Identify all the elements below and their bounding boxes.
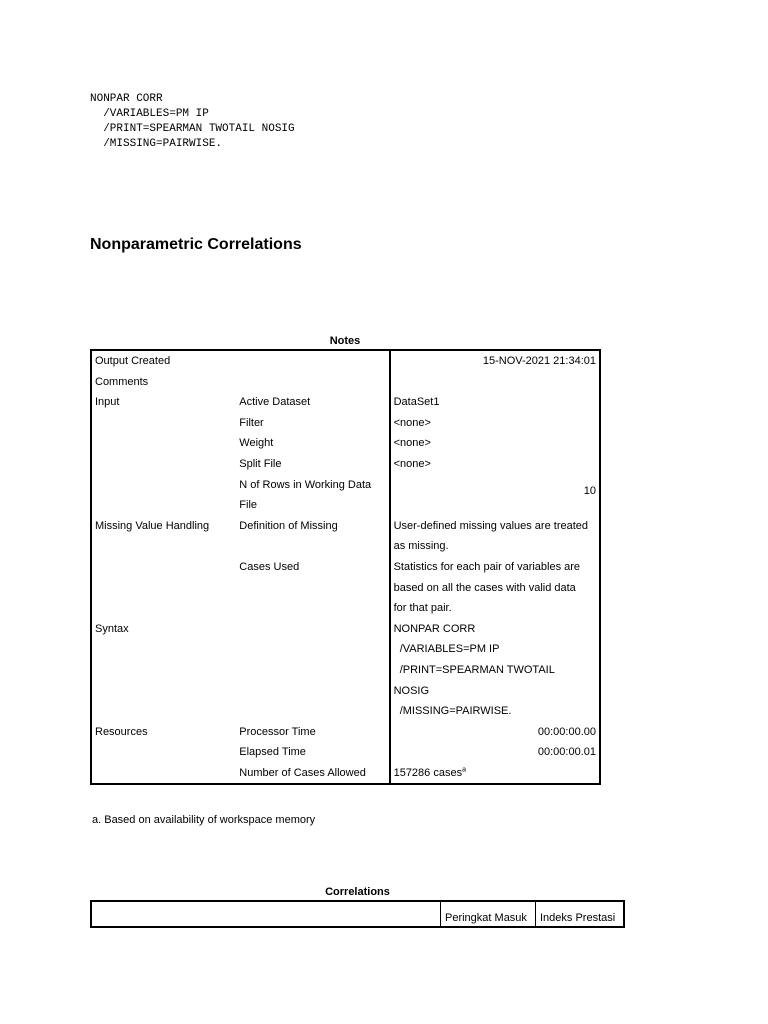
sublabel-n-rows-line1: N of Rows in Working Data [236,475,389,496]
table-row [91,350,600,372]
table-row [91,722,600,743]
syntax-line4: NOSIG [393,684,430,697]
table-row [91,372,600,393]
processor-time-value: 00:00:00.00 [537,725,596,738]
weight-value: <none> [393,437,431,450]
section-heading: Nonparametric Correlations [90,236,302,253]
table-row [91,763,600,785]
table-row [91,660,600,681]
correlations-table [90,900,625,928]
table-row [91,392,600,413]
table-footnote: a. Based on availability of workspace memory [92,814,316,826]
cases-used-value-line3: for that pair. [393,602,452,615]
sublabel-processor-time: Processor Time [236,722,389,743]
table-row [91,701,600,722]
sublabel-n-rows-line2: File [236,495,389,516]
sublabel-definition: Definition of Missing [236,516,389,537]
row-label-input: Input [95,396,120,409]
table-row [91,639,600,660]
syntax-line2: /VARIABLES=PM IP [393,643,500,656]
footnote-marker: a [462,766,466,774]
syntax-line5: /MISSING=PAIRWISE. [393,705,512,718]
filter-value: <none> [393,416,431,429]
table-header-row [91,901,624,927]
definition-value-line2: as missing. [393,540,449,553]
table-row [91,433,600,454]
cases-used-value-line2: based on all the cases with valid data [393,581,576,594]
column-header-peringkat-masuk: Peringkat Masuk [441,901,536,927]
notes-table [90,349,601,785]
sublabel-weight: Weight [236,433,389,454]
syntax-line3: /PRINT=SPEARMAN TWOTAIL [393,663,555,676]
table-row [91,454,600,475]
sublabel-active-dataset: Active Dataset [236,392,389,413]
output-created-value: 15-NOV-2021 21:34:01 [482,355,596,367]
row-label-resources: Resources [95,725,148,738]
notes-table-caption: Notes [329,335,361,347]
table-row [91,598,600,619]
split-file-value: <none> [393,457,431,470]
active-dataset-value: DataSet1 [393,396,440,409]
row-label-missing: Missing Value Handling [95,519,210,532]
table-row [91,516,600,537]
elapsed-time-value: 00:00:00.01 [537,746,596,759]
table-row [91,536,600,557]
table-row [91,742,600,763]
table-row [91,619,600,640]
table-row [91,495,600,516]
table-row [91,557,600,578]
sublabel-elapsed-time: Elapsed Time [236,742,389,763]
cases-allowed-cell [390,763,600,785]
row-label-syntax: Syntax [95,622,129,635]
definition-value-line1: User-defined missing values are treated [393,519,589,532]
sublabel-filter: Filter [236,413,389,434]
table-row [91,413,600,434]
column-header-indeks-prestasi: Indeks Prestasi [536,901,625,927]
table-row [91,578,600,599]
cases-used-value-line1: Statistics for each pair of variables are [393,560,581,573]
table-row [91,681,600,702]
row-label-comments: Comments [95,375,149,388]
sublabel-cases-allowed: Number of Cases Allowed [236,763,389,785]
sublabel-split-file: Split File [236,454,389,475]
syntax-code-block: NONPAR CORR /VARIABLES=PM IP /PRINT=SPEARMAN TWOTAIL NOSIG /MISSING=PAIRWISE. [90,93,295,150]
correlations-table-caption: Correlations [325,886,390,898]
sublabel-cases-used: Cases Used [236,557,389,578]
cases-allowed-value: 157286 cases [393,766,463,779]
row-label-output-created: Output Created [95,355,171,367]
syntax-line1: NONPAR CORR [393,622,476,635]
n-rows-value: 10 [583,485,596,498]
